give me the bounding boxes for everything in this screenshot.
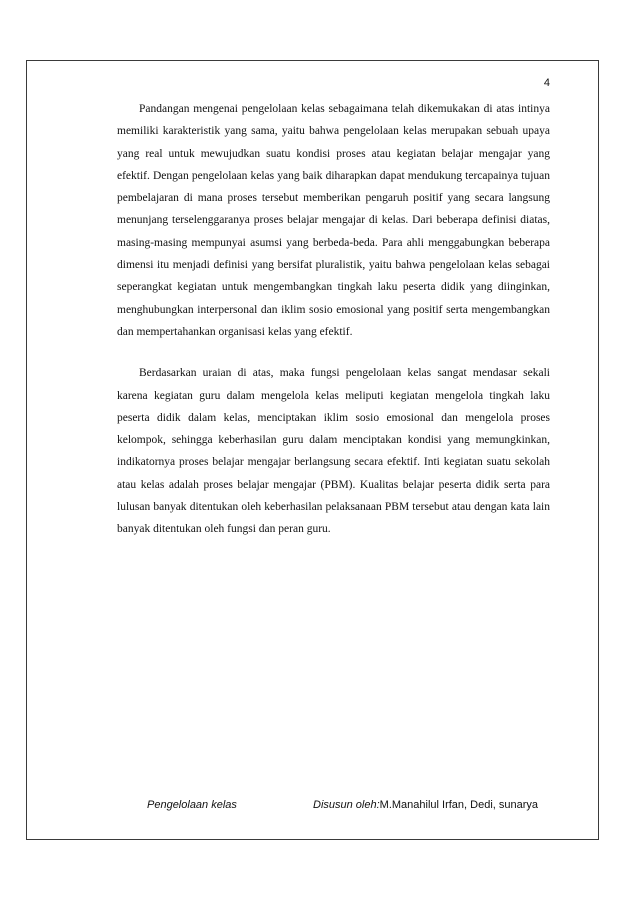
paragraph: Pandangan mengenai pengelolaan kelas sebagaimana telah dikemukakan di atas intinya memiliki karakteristik yang sama, yaitu bahwa pengelolaan kelas merupakan sebuah upaya yang real untuk mewujudkan suatu kondisi proses atau kegiatan belajar mengajar yang efektif. Dengan pengelolaan kelas yang baik diharapkan dapat mendukung tercapainya tujuan pembelajaran di mana proses tersebut memberikan pengaruh positif yang secara langsung menunjang terselenggaranya proses belajar mengajar di kelas. Dari beberapa definisi diatas, masing-masing mempunyai asumsi yang berbeda-beda. Para ahli menggabungkan beberapa dimensi itu menjadi definisi yang bersifat pluralistik, yaitu bahwa pengelolaan kelas sebagai seperangkat kegiatan untuk mengembangkan tingkah laku peserta didik yang diinginkan, menghubungkan interpersonal dan iklim sosio emosional yang positif serta mengembangkan dan mempertahankan organisasi kelas yang efektif. [117, 103, 550, 338]
footer-title: Pengelolaan kelas [147, 799, 237, 811]
footer-by-label: Disusun oleh: [313, 799, 380, 811]
footer-authors: M.Manahilul Irfan, Dedi, sunarya [379, 799, 539, 811]
page-number: 4 [543, 77, 550, 89]
page-footer [147, 797, 567, 813]
paragraph: Berdasarkan uraian di atas, maka fungsi pengelolaan kelas sangat mendasar sekali karena kegiatan guru dalam mengelola kelas meliputi kegiatan mengelola tingkah laku peserta didik dalam kelas, menciptakan iklim sosio emosional dan mengelola proses kelompok, sehingga keberhasilan guru dalam menciptakan kondisi yang memungkinkan, indikatornya proses belajar mengajar berlangsung secara efektif. Inti kegiatan suatu sekolah atau kelas adalah proses belajar mengajar (PBM). Kualitas belajar peserta didik serta para lulusan banyak ditentukan oleh keberhasilan pelaksanaan PBM tersebut atau dengan kata lain banyak ditentukan oleh fungsi dan peran guru. [117, 367, 550, 536]
footer-credits [313, 797, 538, 813]
document-body [117, 98, 550, 541]
